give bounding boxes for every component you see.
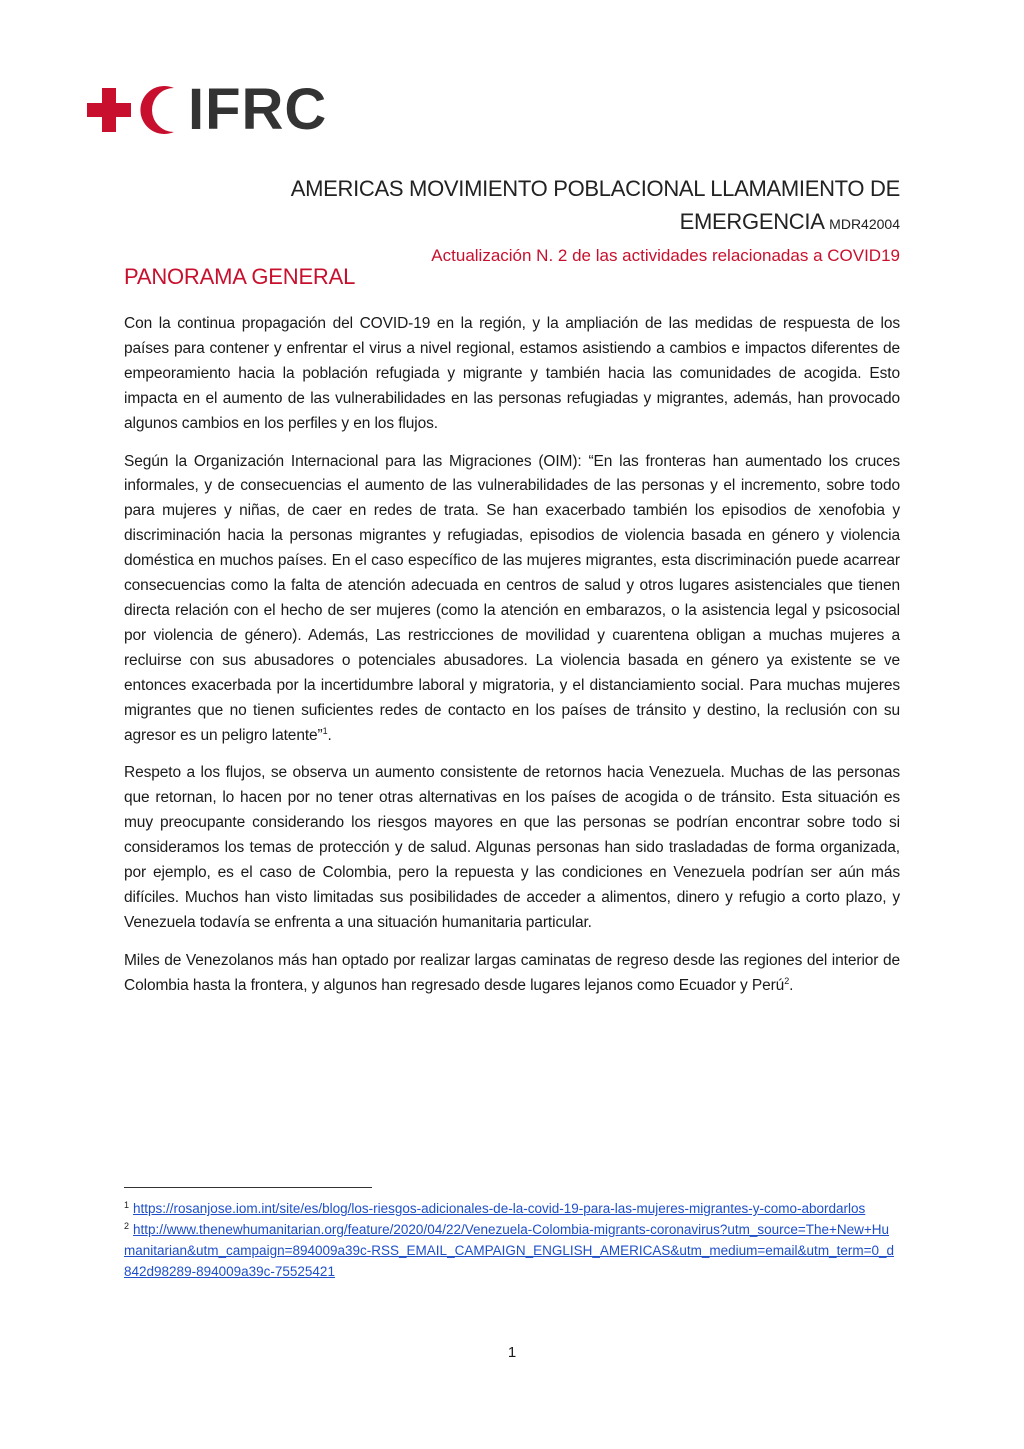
appeal-code: MDR42004 [829, 216, 900, 232]
footnotes [124, 1198, 900, 1282]
paragraph-3: Respeto a los flujos, se observa un aumento consistente de retornos hacia Venezuela. Muchas de las personas que retornan, lo hacen por no tener otras alternativas en los países de acogida o de tránsito. Esta situación es muy preocupante considerando los riesgos mayores en que las personas se podrían encontrar sobre todo si consideramos los temas de protección y de salud. Algunas personas han sido trasladadas de forma organizada, por ejemplo, es el caso de Colombia, pero la repuesta y las condiciones en Venezuela podrían ser aún más difíciles. Muchos han visto limitadas sus posibilidades de acceder a alimentos, dinero y refugio a corto plazo, y Venezuela todavía se enfrenta a una situación humanitaria particular. [124, 764, 900, 931]
footnote-separator [124, 1187, 372, 1188]
title-line-1: AMERICAS MOVIMIENTO POBLACIONAL LLAMAMIENTO DE [290, 176, 900, 201]
footnote-ref-2[interactable]: 2 [784, 975, 790, 986]
footnote-number: 2 [124, 1220, 130, 1231]
footnote-2 [124, 1219, 900, 1282]
red-crescent-icon [140, 84, 184, 136]
body-text [124, 312, 900, 1012]
paragraph-2: Según la Organización Internacional para las Migraciones (OIM): “En las fronteras han aumentado los cruces informales, y de consecuencias el aumento de las vulnerabilidades de las personas y el incremento, sobre todo para mujeres y niñas, de caer en redes de trata. Se han exacerbado también los episodios de xenofobia y discriminación hacia la personas migrantes y refugiadas, episodios de violencia basada en género y violencia doméstica en muchos países. En el caso específico de las mujeres migrantes, esta discriminación puede acarrear consecuencias como la falta de atención adecuada en centros de salud y otros lugares asistenciales que tienen directa relación con el hecho de ser mujeres (como la atención en embarazos, o la asistencia legal y psicosocial por violencia de género). Además, Las restricciones de movilidad y cuarentena obligan a muchas mujeres a recluirse con sus abusadores o potenciales abusadores. La violencia basada en género ya existente se ve entonces exacerbada por la incertidumbre laboral y migratoria, y el distanciamiento social. Para muchas mujeres migrantes que no tienen suficientes redes de contacto en los países de tránsito y destino, la reclusión con su agresor es un peligro latente”$^1$. [124, 452, 900, 744]
document-title-block [180, 172, 900, 269]
ifrc-logo [84, 77, 328, 142]
paragraph-1: Con la continua propagación del COVID-19 en la región, y la ampliación de las medidas de respuesta de los países para contener y enfrentar el virus a nivel regional, estamos asistiendo a cambios e impactos diferentes de empeoramiento hacia la población refugiada y migrante y también hacia las comunidades de acogida. Esto impacta en el aumento de las vulnerabilidades en las personas refugiadas y migrantes, además, han provocado algunos cambios en los perfiles y en los flujos. [124, 315, 900, 432]
logo-wordmark: IFRC [188, 77, 328, 142]
title-line-2: EMERGENCIA [679, 209, 824, 234]
red-cross-icon [84, 85, 134, 135]
footnote-link-1[interactable]: https://rosanjose.iom.int/site/es/blog/los-riesgos-adicionales-de-la-covid-19-para-las-mujeres-migrantes-y-como-abordarlos [133, 1201, 866, 1216]
paragraph-4: Miles de Venezolanos más han optado por realizar largas caminatas de regreso desde las regiones del interior de Colombia hasta la frontera, y algunos han regresado desde lugares lejanos como Ecuador y Perú$^2$. [124, 951, 900, 994]
footnote-number: 1 [124, 1199, 130, 1210]
page-number: 1 [507, 1344, 517, 1361]
section-heading: PANORAMA GENERAL [124, 264, 356, 289]
footnote-1 [124, 1198, 900, 1219]
document-subtitle: Actualización N. 2 de las actividades relacionadas a COVID19 [431, 246, 900, 265]
document-title [180, 172, 900, 241]
footnote-link-2[interactable]: http://www.thenewhumanitarian.org/feature/2020/04/22/Venezuela-Colombia-migrants-coronavirus?utm_source=The+New+Humanitarian&utm_campaign=894009a39c-RSS_EMAIL_CAMPAIGN_ENGLISH_AMERICAS&utm_medium=email&utm_term=0_d842d98289-894009a39c-75525421 [124, 1222, 894, 1279]
footnote-ref-1[interactable]: 1 [322, 725, 328, 736]
